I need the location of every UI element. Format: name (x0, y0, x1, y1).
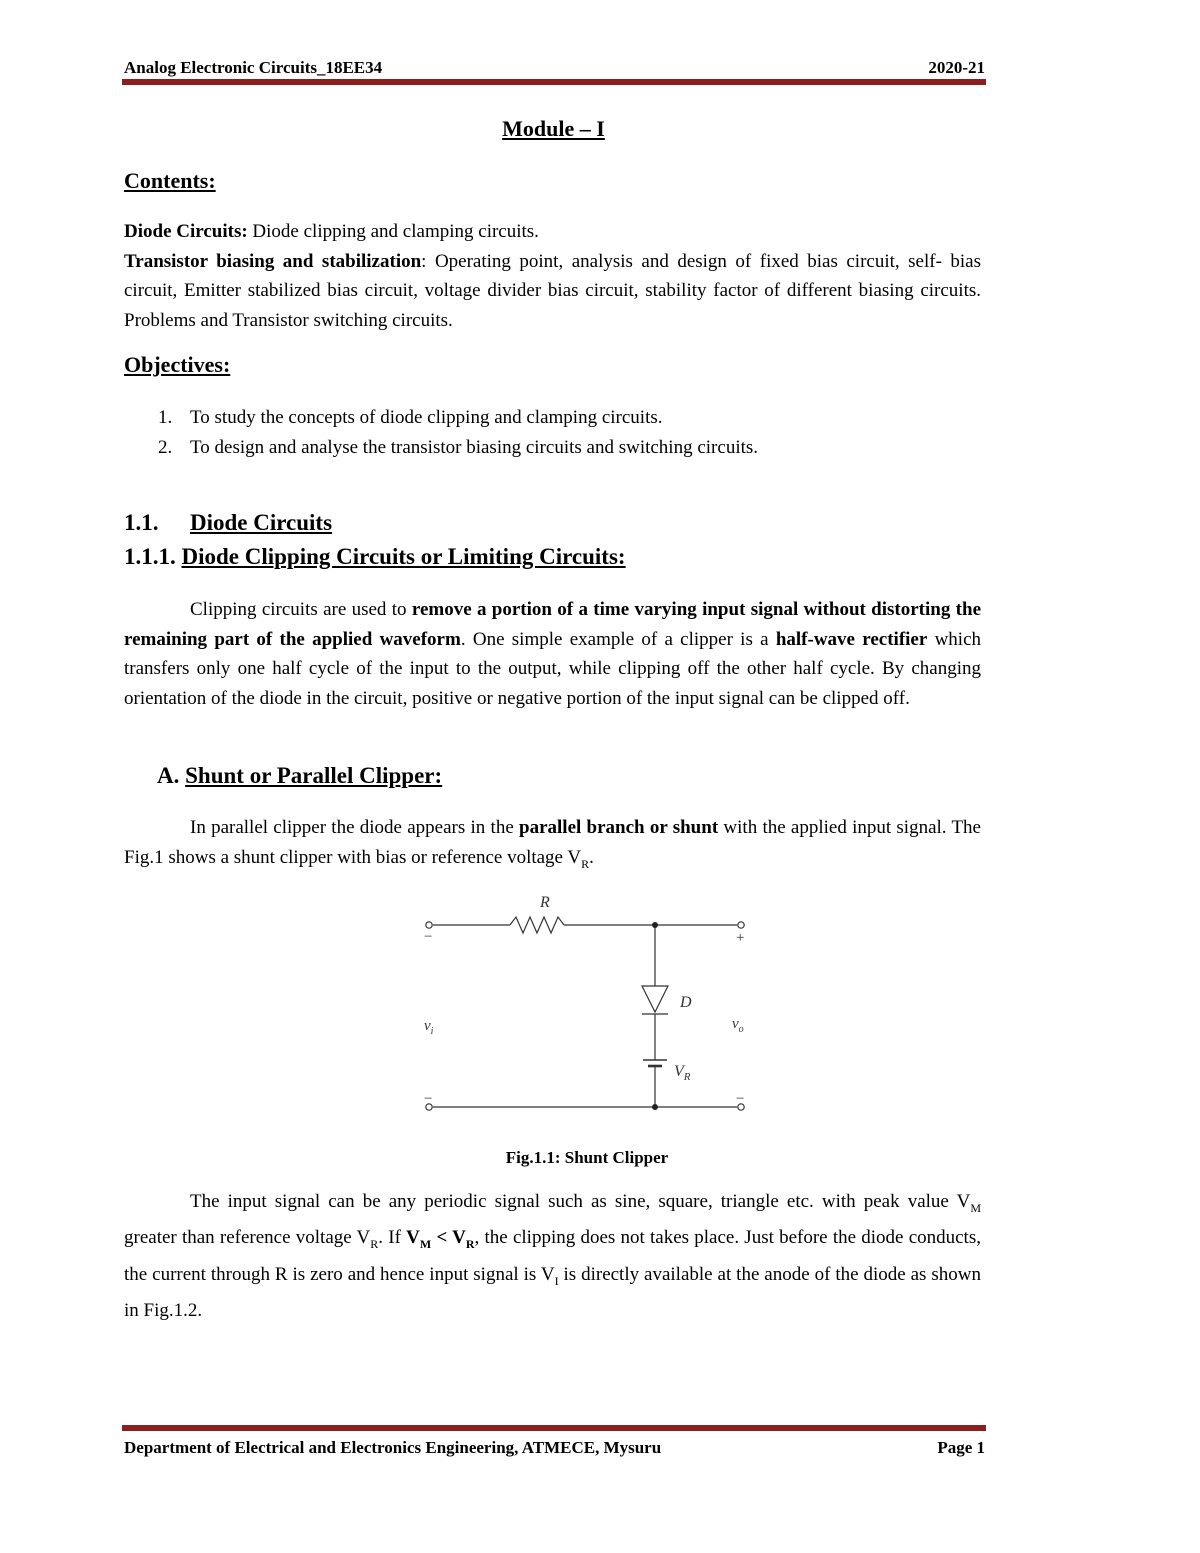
parallel-paragraph (124, 813, 981, 879)
diode-label: D (680, 994, 692, 1011)
figure-caption: Fig.1.1: Shunt Clipper (505, 1148, 669, 1167)
text-run: , the clipping does not takes place. Just before the diode conducts, the current through R is zero and hence input signal is V (124, 1227, 981, 1285)
section-title: Diode Circuits (190, 510, 333, 535)
input-minus-sign: − (424, 929, 433, 945)
diode-symbol (642, 986, 668, 1012)
transistor-biasing-label: Transistor biasing and stabilization (124, 250, 422, 272)
output-minus-sign-bottom: − (736, 1091, 745, 1107)
subscript: M (970, 1200, 981, 1215)
vo-label: $v_o$ (732, 1016, 744, 1035)
input-minus-sign-bottom: − (424, 1091, 433, 1107)
bold-run: < V (431, 1227, 466, 1249)
list-item-text: To design and analyse the transistor biasing circuits and switching circuits. (190, 437, 759, 458)
junction-dot (652, 922, 658, 928)
list-item-number: 1. (158, 407, 173, 428)
diode-circuits-text: Diode clipping and clamping circuits. (247, 221, 539, 242)
text-run: is directly available at the anode of the diode as shown in Fig.1.2. (124, 1263, 981, 1321)
list-item-number: 2. (158, 437, 173, 458)
transistor-biasing-text: : Operating point, analysis and design of fixed bias circuit, self- bias circuit, Emitter stabilized bias circuit, voltage divider bias circuit, stability factor of different biasing circuits. Problems and Transistor switching circuits. (124, 250, 981, 331)
text-run: with the applied input signal. The Fig.1 shows a shunt clipper with bias or reference voltage V (124, 817, 981, 868)
text-run: which transfers only one half cycle of the input to the output, while clipping off the other half cycle. By changing orientation of the diode in the circuit, positive or negative portion of the input signal can be clipped off. (124, 628, 982, 709)
header-rule (122, 79, 986, 85)
header-course: Analog Electronic Circuits_18EE34 (124, 58, 383, 77)
text-run: greater than reference voltage V (124, 1227, 371, 1249)
input-signal-paragraph (124, 1187, 981, 1325)
subscript: I (554, 1273, 559, 1288)
section-label: A. (157, 763, 180, 788)
terminal (738, 922, 744, 928)
junction-dot (652, 1104, 658, 1110)
vi-label: $v_i$ (424, 1018, 434, 1037)
section-title: Shunt or Parallel Clipper: (185, 763, 443, 788)
text-run: . One simple example of a clipper is a (460, 628, 776, 650)
subscript: M (419, 1237, 432, 1252)
list-item-text: To study the concepts of diode clipping and clamping circuits. (190, 407, 663, 428)
clipping-paragraph (124, 595, 981, 713)
footer-page-number: Page 1 (937, 1438, 985, 1457)
bold-run: half-wave rectifier (775, 628, 928, 650)
objectives-heading: Objectives: (124, 352, 231, 377)
subscript: R (581, 856, 590, 871)
contents-heading: Contents: (124, 168, 216, 193)
section-number: 1.1.1. (124, 544, 176, 569)
module-title: Module – I (502, 116, 605, 141)
section-1-1-1-heading (124, 544, 626, 570)
bold-run: parallel branch or shunt (519, 817, 719, 838)
vr-label: $V_R$ (674, 1063, 691, 1083)
list-item (158, 433, 758, 463)
text-run: In parallel clipper the diode appears in the (190, 817, 520, 838)
section-title: Diode Clipping Circuits or Limiting Circuits: (181, 544, 626, 569)
text-run: Clipping circuits are used to (190, 599, 412, 620)
contents-paragraph (124, 217, 981, 335)
section-1-1-heading (124, 510, 332, 536)
subscript: R (465, 1237, 475, 1252)
objectives-list (158, 403, 758, 463)
shunt-clipper-circuit (410, 884, 770, 1124)
text-run: The input signal can be any periodic signal such as sine, square, triangle etc. with peak value V (190, 1191, 971, 1212)
text-run: . (589, 846, 594, 868)
terminal (426, 922, 432, 928)
diode-circuits-label: Diode Circuits: (124, 221, 248, 242)
text-run: . If (378, 1227, 407, 1249)
resistor-label: R (540, 894, 550, 911)
section-number: 1.1. (124, 510, 159, 535)
section-a-heading (157, 763, 442, 789)
footer-rule (122, 1425, 986, 1431)
list-item (158, 403, 758, 433)
header-year: 2020-21 (928, 58, 985, 77)
bold-run: remove a portion of a time varying input signal without distorting the remaining part of the applied waveform (124, 599, 982, 650)
footer-department: Department of Electrical and Electronics Engineering, ATMECE, Mysuru (124, 1438, 662, 1457)
subscript: R (370, 1237, 379, 1252)
output-plus-sign: + (736, 930, 745, 946)
bold-run: V (406, 1227, 420, 1249)
resistor (510, 917, 564, 933)
